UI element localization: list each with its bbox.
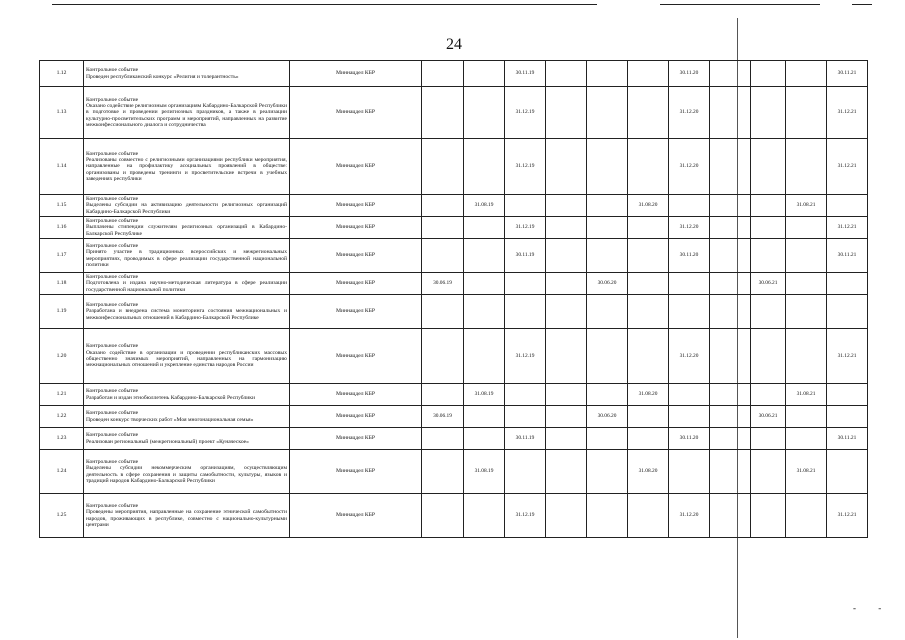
event-title: Контрольное событие [86,274,139,281]
event-description: Проведен конкурс творческих работ «Моя многонациональная семья» [86,416,254,423]
event-cell [84,406,290,428]
row-number: 1.22 [40,406,84,428]
event-title: Контрольное событие [86,502,139,509]
table-row [40,295,868,329]
date-cell [827,450,868,494]
event-cell [84,61,290,87]
date-cell [628,217,669,239]
date-cell: 31.12.21 [827,217,868,239]
date-cell: 30.11.20 [669,428,710,450]
date-cell [710,494,751,538]
date-cell [505,195,546,217]
table-row [40,384,868,406]
event-description: Проведены мероприятия, направленные на сохранение этнической самобытности народов, проживающих в республике, совместно с национально-культурными центрами [86,509,287,528]
table-row [40,87,868,139]
schedule-table [39,60,868,538]
event-cell [84,329,290,384]
date-cell [751,494,786,538]
event-cell [84,217,290,239]
date-cell [505,450,546,494]
executor-cell: Миннацдел КБР [290,450,422,494]
event-description: Принято участие в традиционных всероссийских и межрегиональных мероприятиях, проводимых в сфере реализации государственной национальной политики [86,249,287,268]
event-cell [84,428,290,450]
event-title: Контрольное событие [86,343,139,350]
date-cell [587,384,628,406]
row-number: 1.18 [40,273,84,295]
date-cell [710,139,751,195]
date-cell: 30.11.20 [669,239,710,273]
date-cell [587,87,628,139]
date-cell: 31.12.19 [505,217,546,239]
date-cell [710,384,751,406]
date-cell [751,428,786,450]
date-cell [422,195,464,217]
date-cell: 31.12.21 [827,87,868,139]
date-cell [546,428,587,450]
date-cell [751,239,786,273]
date-cell [751,295,786,329]
event-cell [84,139,290,195]
date-cell [751,384,786,406]
event-description: Выделены субсидии на активизацию деятельности религиозных организаций Кабардино-Балкарской Республики [86,202,287,215]
row-number: 1.23 [40,428,84,450]
date-cell [751,450,786,494]
event-cell [84,87,290,139]
date-cell [628,273,669,295]
date-cell: 31.12.21 [827,329,868,384]
date-cell [422,329,464,384]
date-cell: 30.11.20 [669,61,710,87]
table-row [40,273,868,295]
executor-cell: Миннацдел КБР [290,295,422,329]
event-description: Реализован региональный (межрегиональный) проект «Куначеское» [86,438,249,445]
date-cell [422,450,464,494]
date-cell [827,406,868,428]
date-cell [710,87,751,139]
date-cell [751,139,786,195]
date-cell [422,295,464,329]
date-cell [546,195,587,217]
event-title: Контрольное событие [86,242,139,249]
date-cell [422,217,464,239]
date-cell [786,406,827,428]
date-cell [587,139,628,195]
event-cell [84,494,290,538]
date-cell [628,87,669,139]
executor-cell: Миннацдел КБР [290,87,422,139]
date-cell: 31.08.20 [628,450,669,494]
event-cell [84,295,290,329]
date-cell: 30.11.19 [505,61,546,87]
date-cell [751,329,786,384]
date-cell [546,217,587,239]
date-cell [710,450,751,494]
event-cell [84,195,290,217]
date-cell [546,329,587,384]
date-cell: 31.08.19 [464,384,505,406]
date-cell [786,139,827,195]
date-cell [628,61,669,87]
event-description: Разработан и издан этнобюллетень Кабардино-Балкарской Республики [86,394,256,401]
date-cell: 31.12.19 [505,494,546,538]
date-cell [628,428,669,450]
event-description: Проведен республиканский конкурс «Религия и толерантность» [86,73,239,80]
date-cell [669,273,710,295]
date-cell [464,494,505,538]
executor-cell: Миннацдел КБР [290,139,422,195]
date-cell: 31.08.19 [464,195,505,217]
top-rule-right [852,4,872,5]
date-cell: 31.12.20 [669,494,710,538]
date-cell [628,139,669,195]
date-cell [587,61,628,87]
date-cell [505,273,546,295]
date-cell [546,406,587,428]
date-cell [751,87,786,139]
date-cell [546,139,587,195]
date-cell [827,384,868,406]
date-cell [786,61,827,87]
event-title: Контрольное событие [86,388,139,395]
date-cell [751,217,786,239]
date-cell [422,87,464,139]
date-cell: 31.12.20 [669,217,710,239]
date-cell: 30.06.21 [751,406,786,428]
date-cell [546,239,587,273]
date-cell [827,273,868,295]
date-cell [505,384,546,406]
event-description: Выделены субсидии некоммерческим организациям, осуществляющим деятельность в сфере сохранения и защиты самобытности, культуры, языков и традиций народов Кабардино-Балкарской Республики [86,465,287,484]
date-cell [786,329,827,384]
date-cell [464,139,505,195]
date-cell [546,450,587,494]
date-cell [710,217,751,239]
date-cell [827,195,868,217]
top-rule-left [52,4,597,5]
date-cell [628,406,669,428]
date-cell [464,239,505,273]
date-cell [505,295,546,329]
event-cell [84,239,290,273]
row-number: 1.24 [40,450,84,494]
event-description: Подготовлена и издана научно-методическая литература в сфере реализации государственной национальной политики [86,280,287,293]
date-cell [786,239,827,273]
event-description: Реализованы совместно с религиозными организациями республики мероприятия, направленные на профилактику асоциальных проявлений в обществе: организованы и проведены тренинги и просветительские встречи в учебных заведениях республики [86,157,287,182]
event-description: Выплачены стипендии служителям религиозных организаций в Кабардино-Балкарской Республике [86,224,287,237]
date-cell [710,428,751,450]
table-body [40,61,868,538]
table-row [40,217,868,239]
date-cell: 31.08.20 [628,195,669,217]
event-title: Контрольное событие [86,218,139,225]
date-cell [786,494,827,538]
date-cell [587,217,628,239]
row-number: 1.14 [40,139,84,195]
date-cell: 31.08.21 [786,450,827,494]
event-title: Контрольное событие [86,96,139,103]
row-number: 1.20 [40,329,84,384]
date-cell [422,494,464,538]
date-cell: 31.12.21 [827,139,868,195]
date-cell [546,61,587,87]
date-cell [827,295,868,329]
date-cell [546,295,587,329]
event-title: Контрольное событие [86,196,139,203]
date-cell [422,139,464,195]
table-row [40,450,868,494]
event-title: Контрольное событие [86,410,139,417]
date-cell [464,329,505,384]
date-cell [587,195,628,217]
date-cell [628,295,669,329]
row-number: 1.16 [40,217,84,239]
date-cell [710,239,751,273]
date-cell [422,428,464,450]
date-cell [710,406,751,428]
date-cell: 31.08.19 [464,450,505,494]
event-cell [84,450,290,494]
date-cell [587,239,628,273]
date-cell: 30.11.21 [827,239,868,273]
footer-marks: - - [853,603,892,613]
executor-cell: Миннацдел КБР [290,384,422,406]
executor-cell: Миннацдел КБР [290,61,422,87]
date-cell: 30.06.20 [587,273,628,295]
date-cell: 31.12.19 [505,329,546,384]
date-cell [710,329,751,384]
event-title: Контрольное событие [86,458,139,465]
date-cell: 31.12.20 [669,87,710,139]
date-cell [587,295,628,329]
date-cell [422,239,464,273]
date-cell: 30.06.19 [422,273,464,295]
date-cell [422,384,464,406]
date-cell [710,273,751,295]
row-number: 1.21 [40,384,84,406]
table-row [40,406,868,428]
date-cell [669,195,710,217]
date-cell [786,428,827,450]
event-title: Контрольное событие [86,432,139,439]
date-cell [710,195,751,217]
date-cell [464,87,505,139]
date-cell [464,295,505,329]
date-cell: 30.11.21 [827,428,868,450]
date-cell [786,295,827,329]
date-cell [669,406,710,428]
date-cell [546,273,587,295]
date-cell [546,384,587,406]
event-title: Контрольное событие [86,67,139,74]
table-row [40,329,868,384]
event-title: Контрольное событие [86,150,139,157]
date-cell [786,87,827,139]
date-cell [587,329,628,384]
date-cell [546,494,587,538]
row-number: 1.15 [40,195,84,217]
date-cell [628,494,669,538]
executor-cell: Миннацдел КБР [290,239,422,273]
row-number: 1.13 [40,87,84,139]
executor-cell: Миннацдел КБР [290,217,422,239]
table-row [40,239,868,273]
date-cell: 30.06.19 [422,406,464,428]
row-number: 1.17 [40,239,84,273]
event-description: Оказано содействие в организации и проведении республиканских массовых общественно значимых мероприятий, направленных на гармонизацию межнациональных отношений и укрепление единства народов России [86,349,287,369]
event-description: Оказано содействие религиозным организациям Кабардино-Балкарской Республики в подготовке и проведении религиозных праздников, а также в реализации культурно-просветительских программ и мероприятий, направленных на развитие межконфессионального диалога и сотрудничества [86,103,287,128]
table-row [40,494,868,538]
date-cell: 30.11.19 [505,239,546,273]
date-cell [710,295,751,329]
event-title: Контрольное событие [86,302,139,309]
date-cell [464,217,505,239]
date-cell [464,406,505,428]
date-cell [669,450,710,494]
date-cell [505,406,546,428]
table-row [40,428,868,450]
date-cell [786,273,827,295]
date-cell [710,61,751,87]
date-cell [587,450,628,494]
row-number: 1.19 [40,295,84,329]
date-cell: 31.12.19 [505,87,546,139]
date-cell: 31.12.21 [827,494,868,538]
date-cell [669,295,710,329]
executor-cell: Миннацдел КБР [290,494,422,538]
date-cell: 31.08.20 [628,384,669,406]
executor-cell: Миннацдел КБР [290,329,422,384]
date-cell: 31.12.20 [669,139,710,195]
date-cell [751,195,786,217]
date-cell [422,61,464,87]
event-cell [84,384,290,406]
date-cell: 30.11.19 [505,428,546,450]
date-cell: 31.12.20 [669,329,710,384]
date-cell [464,428,505,450]
executor-cell: Миннацдел КБР [290,406,422,428]
event-description: Разработана и внедрена система мониторинга состояния межнациональных и межконфессиональных отношений в Кабардино-Балкарской Республике [86,308,287,321]
date-cell: 30.06.20 [587,406,628,428]
date-cell [786,217,827,239]
table-row [40,61,868,87]
row-number: 1.12 [40,61,84,87]
date-cell [587,494,628,538]
date-cell [628,239,669,273]
page-number: 24 [446,36,462,53]
executor-cell: Миннацдел КБР [290,428,422,450]
executor-cell: Миннацдел КБР [290,195,422,217]
date-cell [546,87,587,139]
table-row [40,139,868,195]
table-row [40,195,868,217]
date-cell: 30.06.21 [751,273,786,295]
date-cell: 31.12.19 [505,139,546,195]
date-cell [669,384,710,406]
executor-cell: Миннацдел КБР [290,273,422,295]
top-rule-mid [660,4,820,5]
date-cell [464,61,505,87]
date-cell: 31.08.21 [786,195,827,217]
date-cell: 30.11.21 [827,61,868,87]
event-cell [84,273,290,295]
date-cell: 31.08.21 [786,384,827,406]
date-cell [464,273,505,295]
row-number: 1.25 [40,494,84,538]
date-cell [587,428,628,450]
date-cell [628,329,669,384]
date-cell [751,61,786,87]
